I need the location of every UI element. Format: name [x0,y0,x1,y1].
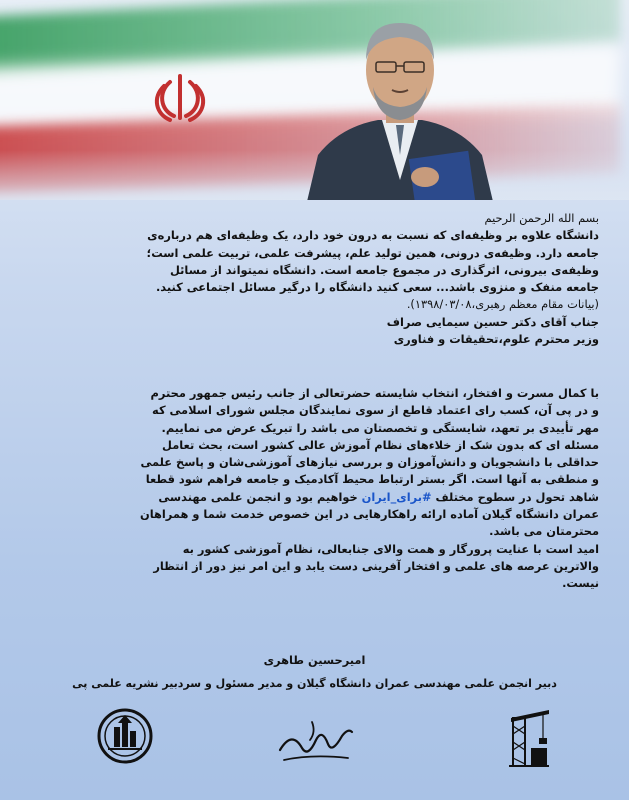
quote-line: دانشگاه علاوه بر وظیفه‌ای که نسبت به درون خود دارد، یک وظیفه‌ای هم درباره‌ی [147,228,599,243]
handwritten-signature-icon [272,710,357,768]
quote-source: (بیانات مقام معظم رهبری،۱۳۹۸/۰۳/۰۸). [406,297,599,312]
header-banner [0,0,629,200]
body-line: و در پی آن، کسب رای اعتماد قاطع از سوی نمایندگان مجلس شورای اسلامی که [152,403,599,418]
quote-block [29,210,599,348]
minister-portrait [300,5,500,200]
body-line: نیست. [562,576,599,591]
letter-body [29,385,599,593]
body-line: مسئله ای که بدون شک از خلاءهای نظام آموزش عالی کشور است، بحث تعامل [162,437,599,452]
quote-line: جامعه منفک و منزوی باشد... سعی کنید دانشگاه را درگیر مسائل اجتماعی کنید. [155,280,599,295]
body-line-with-hashtag [29,489,599,506]
university-crane-logo-icon [505,698,553,770]
civil-engineering-association-logo-icon [96,707,154,765]
body-line: امید است با عنایت پرورگار و همت والای جنابعالی، نظام آموزشی کشور به [182,541,599,556]
quote-line: وظیفه‌ی بیرونی، اثرگذاری در مجموع جامعه است. دانشگاه نمیتواند از مسائل [169,262,599,277]
body-line: با کمال مسرت و افتخار، انتخاب شایسته حضرتعالی از جانب رئیس جمهور محترم [150,386,599,400]
body-line: مهر تأییدی بر تعهد، شایستگی و تخصصتان می باشد را تبریک عرض می نماییم. [161,420,599,435]
bismillah: بسم الله الرحمن الرحیم [484,211,599,225]
signer-title: دبیر انجمن علمی مهندسی عمران دانشگاه گیلان و مدیر مسئول و سردبیر نشریه علمی پی [72,677,557,690]
signer-name: امیرحسین طاهری [263,653,366,667]
body-line-part: شاهد تحول در سطوح مختلف [431,489,599,504]
addressee-title: وزیر محترم علوم،تحقیقات و فناوری [393,332,599,347]
body-line: والاترین عرصه های علمی و افتخار آفرینی دست یابد و این امر نیز دور از انتظار [153,558,599,573]
body-line-part: خواهیم بود و انجمن علمی مهندسی [158,489,362,504]
body-line: و منطقی به آنها است. اگر بستر ارتباط محیط آکادمیک و جامعه فراهم شود قطعا [145,472,599,487]
iran-emblem-icon [150,70,210,125]
addressee-name: جناب آقای دکتر حسین سیمایی صراف [386,314,599,329]
body-line: محترمتان می باشد. [489,524,599,539]
quote-line: جامعه دارد. وظیفه‌ی درونی، همین تولید علم، پیشرفت علمی، تربیت علمی است؛ [146,245,599,260]
body-line: حداقلی با دانشجویان و دانش‌آموزان و بررسی نیازهای آموزشی‌شان و پاسخ علمی [140,455,599,470]
body-line: عمران دانشگاه گیلان آماده ارائه راهکارهایی در این خصوص خدمت شما و همراهان [139,507,599,522]
hashtag-link[interactable]: #برای_ایران [361,489,432,504]
